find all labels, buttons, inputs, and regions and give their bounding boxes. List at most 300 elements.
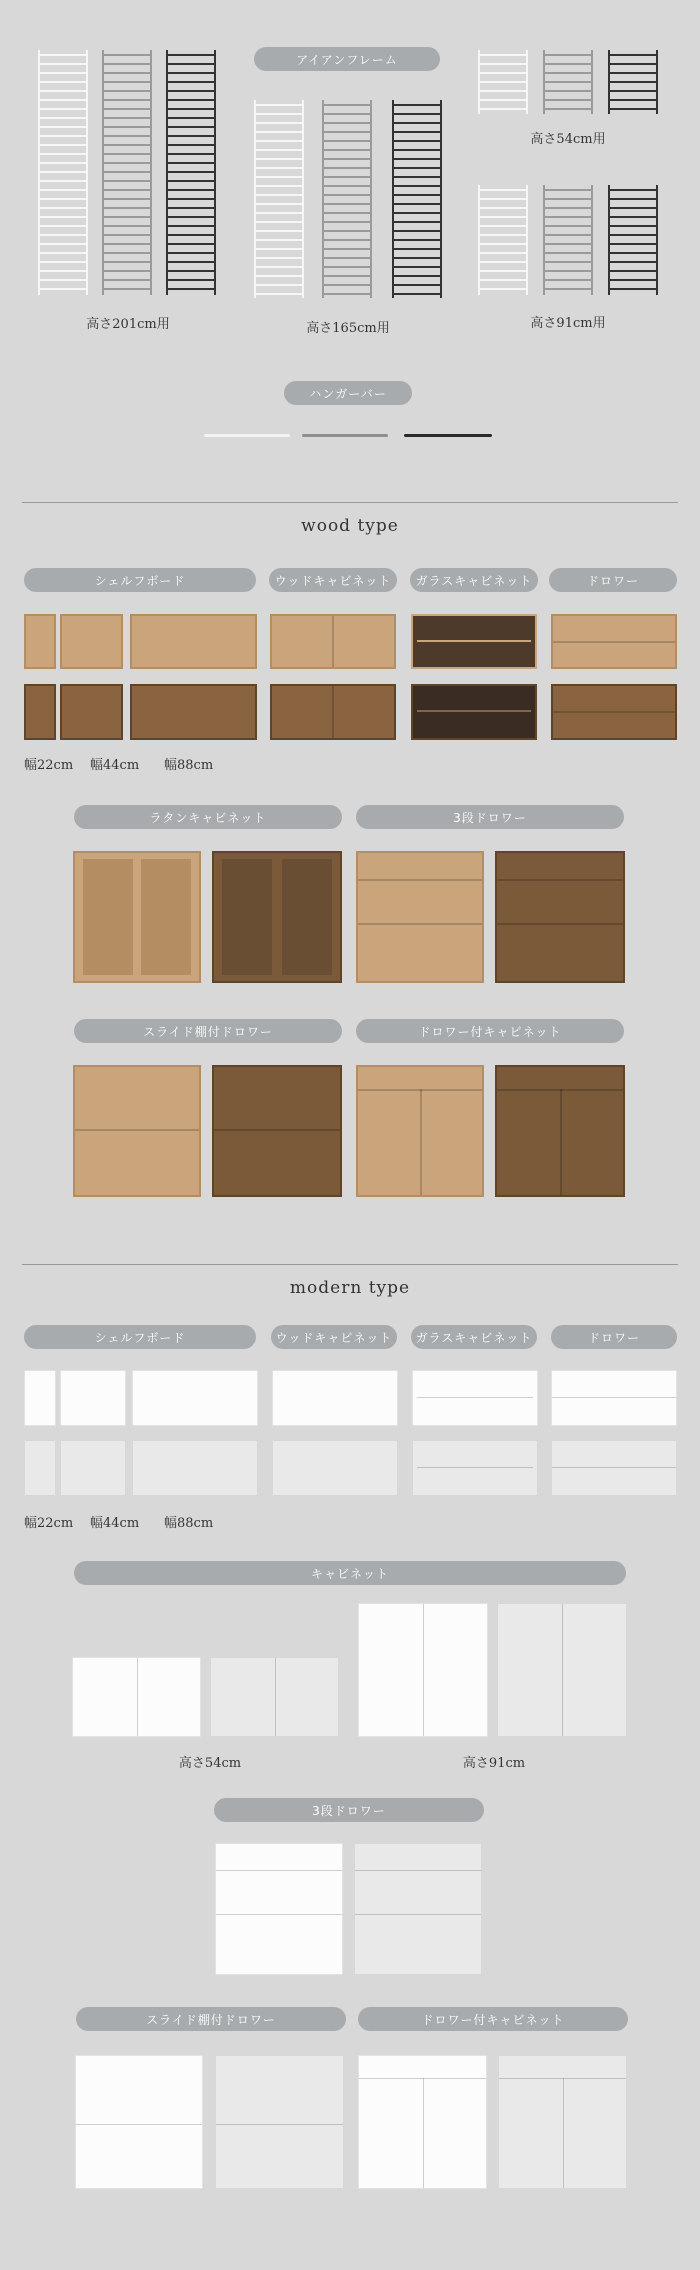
frame-rung xyxy=(480,261,526,263)
frame-rung xyxy=(40,72,86,74)
frame-rung xyxy=(168,144,214,146)
frame-rung xyxy=(480,270,526,272)
frame-rung xyxy=(104,81,150,83)
frame-rung xyxy=(168,54,214,56)
frame-rung xyxy=(256,131,302,133)
frame-rung xyxy=(40,144,86,146)
frame-54-white xyxy=(478,50,528,114)
frame-rung xyxy=(256,158,302,160)
wood-shelf-44-light xyxy=(60,614,123,669)
frame-rung xyxy=(256,122,302,124)
frame-rung xyxy=(168,207,214,209)
frame-rung xyxy=(40,171,86,173)
frame-rung xyxy=(40,162,86,164)
divider-wood xyxy=(22,502,678,503)
frame-rung xyxy=(545,63,591,65)
frame-rung xyxy=(324,230,370,232)
frame-rung xyxy=(168,171,214,173)
frame-rung xyxy=(545,234,591,236)
frame-rung xyxy=(610,90,656,92)
frame-rung xyxy=(40,207,86,209)
frame-rung xyxy=(168,117,214,119)
frame-rung xyxy=(545,207,591,209)
frame-rung xyxy=(324,239,370,241)
frame-post xyxy=(656,50,658,114)
frame-rung xyxy=(40,216,86,218)
frame-rung xyxy=(394,122,440,124)
frame-rung xyxy=(168,72,214,74)
frame-rung xyxy=(324,122,370,124)
frame-rung xyxy=(104,54,150,56)
frame-rung xyxy=(324,140,370,142)
wood-width-88: 幅88cm xyxy=(164,758,214,773)
modern-drawer-gray xyxy=(551,1440,677,1496)
frame-rung xyxy=(480,108,526,110)
frame-201-white xyxy=(38,50,88,295)
frame-rung xyxy=(256,221,302,223)
frame-rung xyxy=(545,90,591,92)
frame-rung xyxy=(168,234,214,236)
frame-rung xyxy=(394,104,440,106)
modern-3drawer-white xyxy=(215,1843,343,1975)
frame-rung xyxy=(545,288,591,290)
divider-modern xyxy=(22,1264,678,1265)
frame-54-gray xyxy=(543,50,593,114)
modern-slide-header: スライド棚付ドロワー xyxy=(76,2007,346,2031)
frame-rung xyxy=(104,270,150,272)
frame-rung xyxy=(104,279,150,281)
label-165: 高さ165cm用 xyxy=(306,321,390,336)
frame-rung xyxy=(168,108,214,110)
frame-rung xyxy=(324,284,370,286)
modern-title: modern type xyxy=(289,1278,411,1298)
wood-drawer-header: ドロワー xyxy=(549,568,677,592)
frame-rung xyxy=(40,198,86,200)
frame-post xyxy=(370,100,372,298)
modern-shelf-44-white xyxy=(60,1370,126,1426)
frame-rung xyxy=(394,203,440,205)
frame-rung xyxy=(168,81,214,83)
wood-shelf-44-dark xyxy=(60,684,123,740)
modern-width-44: 幅44cm xyxy=(90,1516,140,1531)
frame-rung xyxy=(104,225,150,227)
frame-rung xyxy=(168,198,214,200)
frame-rung xyxy=(256,194,302,196)
modern-slide-white xyxy=(75,2055,203,2189)
frame-rung xyxy=(545,198,591,200)
frame-rung xyxy=(40,189,86,191)
frame-rung xyxy=(324,194,370,196)
frame-rung xyxy=(168,90,214,92)
frame-rung xyxy=(104,234,150,236)
frame-rung xyxy=(168,126,214,128)
frame-rung xyxy=(40,180,86,182)
modern-cab54-white xyxy=(72,1657,201,1737)
modern-cab91-white xyxy=(358,1603,488,1737)
modern-drawer-white xyxy=(551,1370,677,1426)
frame-rung xyxy=(545,216,591,218)
frame-rung xyxy=(394,158,440,160)
frame-rung xyxy=(104,252,150,254)
wood-drawercab-light xyxy=(356,1065,484,1197)
wood-slide-light xyxy=(73,1065,201,1197)
frame-rung xyxy=(324,221,370,223)
frame-post xyxy=(150,50,152,295)
modern-label-54: 高さ54cm xyxy=(178,1756,242,1771)
frame-rung xyxy=(394,257,440,259)
frame-rung xyxy=(480,279,526,281)
wood-3drawer-dark xyxy=(495,851,625,983)
frame-rung xyxy=(610,270,656,272)
modern-shelf-22-gray xyxy=(24,1440,56,1496)
frame-rung xyxy=(545,225,591,227)
frame-post xyxy=(322,100,324,298)
frame-rung xyxy=(480,63,526,65)
frame-rung xyxy=(256,140,302,142)
modern-woodcab-white xyxy=(272,1370,398,1426)
frame-rung xyxy=(394,230,440,232)
frame-rung xyxy=(394,293,440,295)
frame-rung xyxy=(256,230,302,232)
frame-rung xyxy=(104,162,150,164)
modern-glasscab-gray xyxy=(412,1440,538,1496)
hanger-bar-white xyxy=(204,434,290,437)
wood-rattan-light xyxy=(73,851,201,983)
frame-rung xyxy=(168,288,214,290)
frame-rung xyxy=(610,216,656,218)
frame-rung xyxy=(104,153,150,155)
frame-rung xyxy=(168,153,214,155)
frame-rung xyxy=(40,54,86,56)
wood-shelf-22-light xyxy=(24,614,56,669)
frame-rung xyxy=(324,185,370,187)
frame-91-black xyxy=(608,185,658,295)
frame-post xyxy=(526,50,528,114)
frame-rung xyxy=(256,149,302,151)
frame-rung xyxy=(545,189,591,191)
frame-rung xyxy=(40,279,86,281)
frame-rung xyxy=(610,279,656,281)
frame-rung xyxy=(324,266,370,268)
frame-rung xyxy=(610,63,656,65)
modern-glasscab-white xyxy=(412,1370,538,1426)
frame-rung xyxy=(256,284,302,286)
hanger-bar-black xyxy=(404,434,492,437)
frame-rung xyxy=(104,180,150,182)
frame-rung xyxy=(610,243,656,245)
modern-drawercab-gray xyxy=(498,2055,627,2189)
wood-rattan-header: ラタンキャビネット xyxy=(74,805,342,829)
frame-rung xyxy=(256,257,302,259)
wood-drawercab-header: ドロワー付キャビネット xyxy=(356,1019,624,1043)
frame-rung xyxy=(104,243,150,245)
frame-rung xyxy=(394,149,440,151)
frame-rung xyxy=(480,90,526,92)
frame-rung xyxy=(610,72,656,74)
wood-rattan-dark xyxy=(212,851,342,983)
frame-rung xyxy=(480,207,526,209)
frame-rung xyxy=(324,275,370,277)
wood-woodcab-dark xyxy=(270,684,396,740)
frame-rung xyxy=(394,284,440,286)
frame-rung xyxy=(40,270,86,272)
frame-rung xyxy=(545,108,591,110)
frame-rung xyxy=(168,63,214,65)
frame-165-gray xyxy=(322,100,372,298)
modern-width-22: 幅22cm xyxy=(24,1516,74,1531)
wood-3drawer-header: 3段ドロワー xyxy=(356,805,624,829)
frame-rung xyxy=(104,63,150,65)
frame-rung xyxy=(394,176,440,178)
frame-rung xyxy=(394,140,440,142)
modern-slide-gray xyxy=(215,2055,344,2189)
frame-rung xyxy=(545,243,591,245)
modern-cab91-gray xyxy=(497,1603,627,1737)
frame-rung xyxy=(545,270,591,272)
modern-woodcab-header: ウッドキャビネット xyxy=(271,1325,397,1349)
frame-rung xyxy=(168,225,214,227)
frame-rung xyxy=(40,81,86,83)
frame-rung xyxy=(324,176,370,178)
frame-rung xyxy=(104,99,150,101)
wood-drawercab-dark xyxy=(495,1065,625,1197)
frame-rung xyxy=(40,126,86,128)
frame-rung xyxy=(394,239,440,241)
frame-rung xyxy=(394,167,440,169)
frame-rung xyxy=(168,252,214,254)
frame-rung xyxy=(104,261,150,263)
frame-rung xyxy=(480,216,526,218)
frame-rung xyxy=(104,126,150,128)
frame-rung xyxy=(104,117,150,119)
frame-165-white xyxy=(254,100,304,298)
modern-drawer-header: ドロワー xyxy=(551,1325,677,1349)
frame-post xyxy=(302,100,304,298)
frame-rung xyxy=(480,189,526,191)
modern-shelf-88-gray xyxy=(132,1440,258,1496)
wood-slide-header: スライド棚付ドロワー xyxy=(74,1019,342,1043)
frame-91-white xyxy=(478,185,528,295)
frame-rung xyxy=(480,234,526,236)
frame-rung xyxy=(256,266,302,268)
frame-rung xyxy=(40,90,86,92)
modern-glasscab-header: ガラスキャビネット xyxy=(411,1325,537,1349)
frame-rung xyxy=(610,225,656,227)
modern-cab54-gray xyxy=(210,1657,339,1737)
frame-rung xyxy=(256,248,302,250)
frame-rung xyxy=(324,104,370,106)
frame-post xyxy=(440,100,442,298)
wood-glasscab-light xyxy=(411,614,537,669)
frame-rung xyxy=(324,131,370,133)
frame-rung xyxy=(256,239,302,241)
modern-width-88: 幅88cm xyxy=(164,1516,214,1531)
frame-rung xyxy=(480,243,526,245)
frame-rung xyxy=(324,293,370,295)
frame-rung xyxy=(480,225,526,227)
frame-rung xyxy=(480,72,526,74)
frame-rung xyxy=(610,234,656,236)
frame-rung xyxy=(168,180,214,182)
frame-rung xyxy=(256,113,302,115)
frame-rung xyxy=(168,135,214,137)
frame-rung xyxy=(40,135,86,137)
frame-rung xyxy=(104,198,150,200)
frame-rung xyxy=(610,198,656,200)
frame-rung xyxy=(104,216,150,218)
frame-rung xyxy=(480,54,526,56)
frame-rung xyxy=(610,252,656,254)
frame-rung xyxy=(480,252,526,254)
wood-shelf-header: シェルフボード xyxy=(24,568,256,592)
modern-label-91: 高さ91cm xyxy=(462,1756,526,1771)
frame-rung xyxy=(168,243,214,245)
wood-woodcab-header: ウッドキャビネット xyxy=(269,568,397,592)
frame-rung xyxy=(324,158,370,160)
modern-shelf-header: シェルフボード xyxy=(24,1325,256,1349)
frame-rung xyxy=(324,203,370,205)
frame-post xyxy=(526,185,528,295)
modern-drawercab-header: ドロワー付キャビネット xyxy=(358,2007,628,2031)
wood-drawer-dark xyxy=(551,684,677,740)
frame-rung xyxy=(480,288,526,290)
modern-3drawer-gray xyxy=(354,1843,482,1975)
frame-rung xyxy=(394,221,440,223)
frame-rung xyxy=(610,54,656,56)
wood-width-44: 幅44cm xyxy=(90,758,140,773)
frame-rung xyxy=(610,288,656,290)
frame-rung xyxy=(545,81,591,83)
frame-rung xyxy=(610,81,656,83)
frame-rung xyxy=(104,288,150,290)
frame-rung xyxy=(480,81,526,83)
frame-rung xyxy=(610,207,656,209)
hanger-bar-gray xyxy=(302,434,388,437)
frame-post xyxy=(254,100,256,298)
wood-width-22: 幅22cm xyxy=(24,758,74,773)
frame-rung xyxy=(394,113,440,115)
frame-rung xyxy=(256,203,302,205)
frame-rung xyxy=(256,176,302,178)
frame-rung xyxy=(256,293,302,295)
wood-slide-dark xyxy=(212,1065,342,1197)
frame-rung xyxy=(545,252,591,254)
frame-rung xyxy=(324,167,370,169)
frame-rung xyxy=(256,185,302,187)
frame-rung xyxy=(610,189,656,191)
frame-rung xyxy=(394,275,440,277)
wood-glasscab-dark xyxy=(411,684,537,740)
frame-rung xyxy=(104,72,150,74)
frame-post xyxy=(591,50,593,114)
frame-rung xyxy=(610,261,656,263)
frame-rung xyxy=(545,99,591,101)
frame-rung xyxy=(40,108,86,110)
frame-rung xyxy=(480,198,526,200)
frame-rung xyxy=(610,99,656,101)
modern-drawercab-white xyxy=(358,2055,487,2189)
frame-91-gray xyxy=(543,185,593,295)
frame-rung xyxy=(168,99,214,101)
frame-rung xyxy=(256,212,302,214)
modern-cabinet-header: キャビネット xyxy=(74,1561,626,1585)
frame-rung xyxy=(40,288,86,290)
frame-rung xyxy=(40,63,86,65)
frame-rung xyxy=(256,104,302,106)
frame-rung xyxy=(104,207,150,209)
frame-rung xyxy=(40,261,86,263)
frame-rung xyxy=(545,261,591,263)
frame-rung xyxy=(168,189,214,191)
frame-rung xyxy=(168,270,214,272)
wood-3drawer-light xyxy=(356,851,484,983)
frame-rung xyxy=(40,234,86,236)
wood-shelf-22-dark xyxy=(24,684,56,740)
modern-shelf-22-white xyxy=(24,1370,56,1426)
frame-rung xyxy=(394,266,440,268)
label-91: 高さ91cm用 xyxy=(530,316,606,331)
frame-rung xyxy=(104,108,150,110)
label-54: 高さ54cm用 xyxy=(530,132,606,147)
frame-rung xyxy=(256,275,302,277)
frame-rung xyxy=(610,108,656,110)
frame-rung xyxy=(324,212,370,214)
frame-post xyxy=(214,50,216,295)
frame-rung xyxy=(394,185,440,187)
wood-woodcab-light xyxy=(270,614,396,669)
frame-rung xyxy=(40,225,86,227)
iron-frame-header: アイアンフレーム xyxy=(254,47,440,71)
modern-shelf-44-gray xyxy=(60,1440,126,1496)
frame-post xyxy=(392,100,394,298)
hanger-header: ハンガーバー xyxy=(284,381,412,405)
frame-rung xyxy=(394,131,440,133)
frame-rung xyxy=(324,257,370,259)
frame-rung xyxy=(394,248,440,250)
wood-drawer-light xyxy=(551,614,677,669)
frame-rung xyxy=(168,261,214,263)
frame-rung xyxy=(104,90,150,92)
wood-shelf-88-dark xyxy=(130,684,257,740)
frame-rung xyxy=(40,117,86,119)
frame-rung xyxy=(168,216,214,218)
wood-title: wood type xyxy=(301,516,399,536)
modern-3drawer-header: 3段ドロワー xyxy=(214,1798,484,1822)
wood-glasscab-header: ガラスキャビネット xyxy=(410,568,538,592)
modern-woodcab-gray xyxy=(272,1440,398,1496)
frame-rung xyxy=(104,135,150,137)
frame-rung xyxy=(394,194,440,196)
frame-rung xyxy=(40,252,86,254)
wood-shelf-88-light xyxy=(130,614,257,669)
frame-rung xyxy=(40,243,86,245)
frame-201-gray xyxy=(102,50,152,295)
frame-rung xyxy=(168,279,214,281)
modern-shelf-88-white xyxy=(132,1370,258,1426)
frame-rung xyxy=(40,99,86,101)
frame-rung xyxy=(104,171,150,173)
frame-post xyxy=(86,50,88,295)
frame-rung xyxy=(545,72,591,74)
frame-rung xyxy=(545,279,591,281)
frame-rung xyxy=(324,113,370,115)
frame-54-black xyxy=(608,50,658,114)
frame-post xyxy=(591,185,593,295)
frame-rung xyxy=(394,212,440,214)
frame-rung xyxy=(324,149,370,151)
frame-rung xyxy=(40,153,86,155)
frame-rung xyxy=(256,167,302,169)
